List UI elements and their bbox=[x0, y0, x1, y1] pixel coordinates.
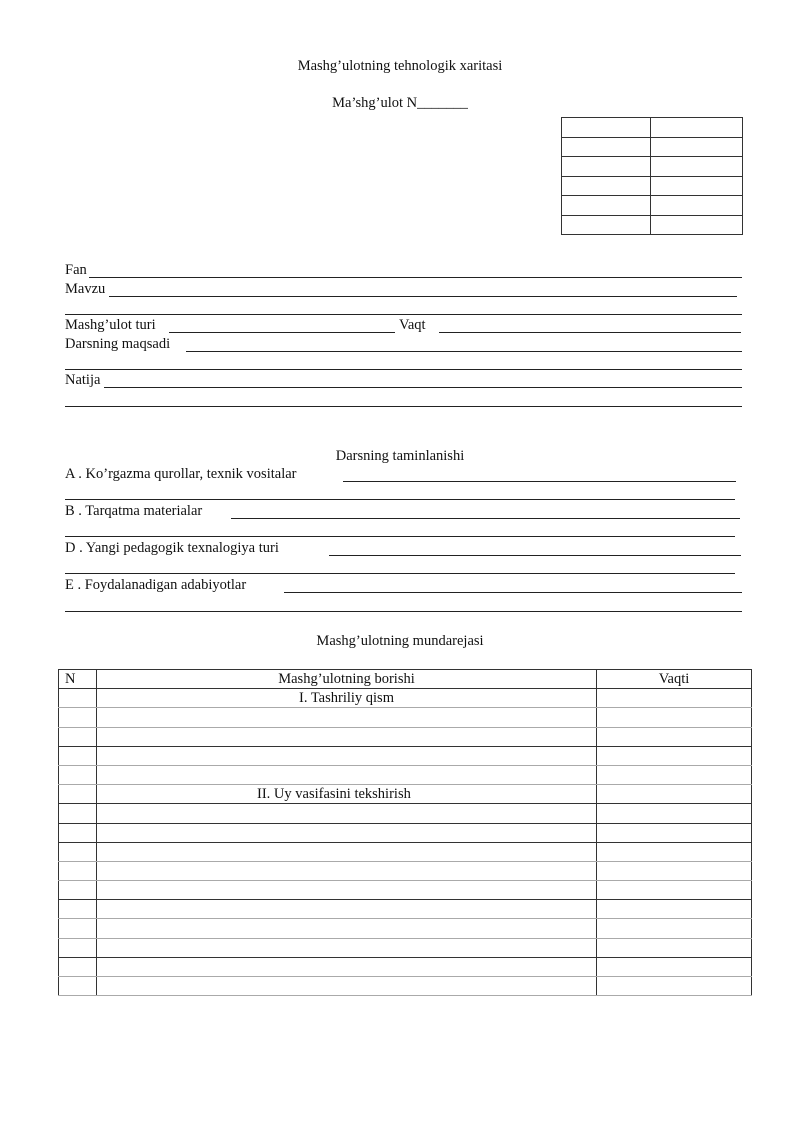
fan-label: Fan bbox=[65, 262, 87, 278]
supply-a-line bbox=[343, 481, 736, 482]
column-header-borishi: Mashg’ulotning borishi bbox=[97, 670, 597, 689]
mavzu-label: Mavzu bbox=[65, 281, 106, 297]
natija-label: Natija bbox=[65, 372, 101, 388]
table-row bbox=[59, 957, 752, 976]
fan-line bbox=[89, 277, 742, 278]
mashgulot-turi-line bbox=[169, 332, 395, 333]
supply-d-line-2 bbox=[65, 573, 735, 574]
mavzu-line bbox=[109, 296, 737, 297]
mavzu-line-2 bbox=[65, 314, 742, 315]
supply-b-label: B . Tarqatma materialar bbox=[65, 503, 203, 519]
lesson-number: Ma’shg’ulot N_______ bbox=[332, 95, 468, 111]
table-row bbox=[59, 804, 752, 823]
section-1-title: I. Tashriliy qism bbox=[97, 689, 597, 708]
supply-d-line bbox=[329, 555, 741, 556]
table-row bbox=[59, 689, 752, 708]
table-row bbox=[59, 708, 752, 727]
supply-e-line bbox=[284, 592, 742, 593]
supply-e-line-2 bbox=[65, 611, 742, 612]
natija-line bbox=[104, 387, 742, 388]
supply-d-label: D . Yangi pedagogik texnalogiya turi bbox=[65, 540, 279, 556]
supply-heading: Darsning taminlanishi bbox=[335, 448, 465, 464]
supply-b-line-2 bbox=[65, 536, 735, 537]
table-row bbox=[59, 746, 752, 765]
table-row bbox=[59, 842, 752, 861]
supply-a-line-2 bbox=[65, 499, 735, 500]
supply-a-label: A . Ko’rgazma qurollar, texnik vositalar bbox=[65, 466, 297, 482]
document-title: Mashg’ulotning tehnologik xaritasi bbox=[297, 58, 503, 74]
table-row bbox=[59, 919, 752, 938]
column-header-vaqti: Vaqti bbox=[597, 670, 752, 689]
supply-e-label: E . Foydalanadigan adabiyotlar bbox=[65, 577, 247, 593]
natija-line-2 bbox=[65, 406, 742, 407]
table-row bbox=[59, 900, 752, 919]
table-header-row bbox=[59, 670, 752, 689]
vaqt-line bbox=[439, 332, 741, 333]
table-row bbox=[59, 881, 752, 900]
small-grid bbox=[561, 117, 743, 235]
table-row bbox=[59, 861, 752, 880]
table-row bbox=[59, 823, 752, 842]
maqsadi-line-2 bbox=[65, 369, 742, 370]
vaqt-label: Vaqt bbox=[399, 317, 426, 333]
lesson-content-table bbox=[58, 669, 752, 996]
maqsadi-line bbox=[186, 351, 742, 352]
table-row bbox=[59, 938, 752, 957]
darsning-maqsadi-label: Darsning maqsadi bbox=[65, 336, 171, 352]
mashgulot-turi-label: Mashg’ulot turi bbox=[65, 317, 156, 333]
table-row bbox=[59, 977, 752, 996]
table-row bbox=[59, 727, 752, 746]
column-header-n: N bbox=[59, 670, 97, 689]
supply-b-line bbox=[231, 518, 740, 519]
table-row bbox=[59, 765, 752, 784]
section-2-title: II. Uy vasifasini tekshirish bbox=[97, 785, 597, 804]
content-heading: Mashg’ulotning mundarejasi bbox=[316, 633, 484, 649]
table-row bbox=[59, 785, 752, 804]
